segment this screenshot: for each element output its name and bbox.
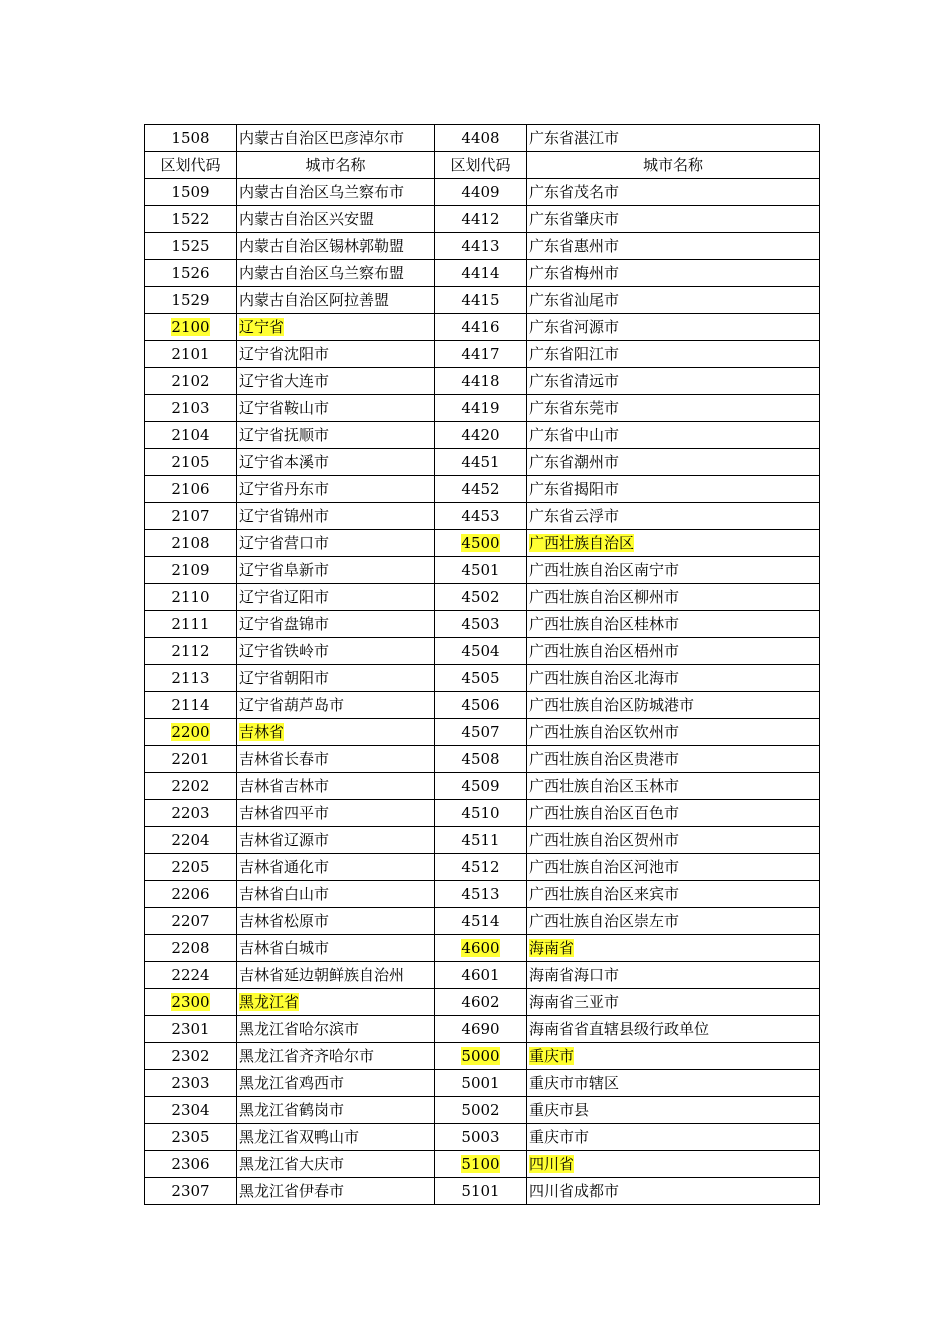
highlight-mark: 广西壮族自治区 <box>529 534 635 552</box>
table-row <box>145 530 820 557</box>
code-table <box>144 124 820 1205</box>
right-code-cell: 4420 <box>435 422 527 449</box>
table-row <box>145 233 820 260</box>
right-name-cell: 广东省河源市 <box>527 314 820 341</box>
left-name-cell <box>237 719 435 746</box>
table-row <box>145 719 820 746</box>
left-code-cell: 2106 <box>145 476 237 503</box>
left-code-cell: 2114 <box>145 692 237 719</box>
table-row <box>145 1043 820 1070</box>
right-code-cell: 4512 <box>435 854 527 881</box>
left-name-cell: 黑龙江省伊春市 <box>237 1178 435 1205</box>
right-code-cell: 4505 <box>435 665 527 692</box>
table-row <box>145 449 820 476</box>
left-code-cell: 2207 <box>145 908 237 935</box>
table-row <box>145 935 820 962</box>
table-row <box>145 1097 820 1124</box>
left-name-cell: 黑龙江省鸡西市 <box>237 1070 435 1097</box>
right-code-cell: 4408 <box>435 125 527 152</box>
right-code-cell: 4502 <box>435 584 527 611</box>
left-name-cell: 辽宁省辽阳市 <box>237 584 435 611</box>
left-code-cell: 2203 <box>145 800 237 827</box>
left-name-cell: 内蒙古自治区巴彦淖尔市 <box>237 125 435 152</box>
right-code-cell: 4504 <box>435 638 527 665</box>
table-row <box>145 773 820 800</box>
table-row <box>145 206 820 233</box>
right-name-cell: 广西壮族自治区钦州市 <box>527 719 820 746</box>
table-row <box>145 962 820 989</box>
right-code-cell: 5003 <box>435 1124 527 1151</box>
right-code-cell: 4453 <box>435 503 527 530</box>
right-code-cell <box>435 935 527 962</box>
right-code-cell: 4419 <box>435 395 527 422</box>
right-name-cell: 广东省梅州市 <box>527 260 820 287</box>
table-row <box>145 881 820 908</box>
left-name-cell: 辽宁省本溪市 <box>237 449 435 476</box>
table-row <box>145 287 820 314</box>
right-code-cell: 4508 <box>435 746 527 773</box>
right-name-cell: 四川省成都市 <box>527 1178 820 1205</box>
highlight-mark: 四川省 <box>529 1155 575 1173</box>
left-name-cell: 辽宁省沈阳市 <box>237 341 435 368</box>
left-name-cell: 内蒙古自治区锡林郭勒盟 <box>237 233 435 260</box>
left-code-cell <box>145 989 237 1016</box>
left-name-cell: 辽宁省丹东市 <box>237 476 435 503</box>
table-row <box>145 854 820 881</box>
right-name-cell: 广东省惠州市 <box>527 233 820 260</box>
left-code-cell: 1526 <box>145 260 237 287</box>
right-code-cell: 4414 <box>435 260 527 287</box>
column-header-left-code: 区划代码 <box>145 152 237 179</box>
left-name-cell: 吉林省通化市 <box>237 854 435 881</box>
right-name-cell <box>527 530 820 557</box>
table-row <box>145 800 820 827</box>
left-code-cell: 2306 <box>145 1151 237 1178</box>
right-code-cell <box>435 1151 527 1178</box>
left-name-cell: 内蒙古自治区乌兰察布盟 <box>237 260 435 287</box>
right-name-cell: 广东省潮州市 <box>527 449 820 476</box>
right-name-cell: 广东省揭阳市 <box>527 476 820 503</box>
left-name-cell: 辽宁省大连市 <box>237 368 435 395</box>
right-name-cell: 广西壮族自治区贵港市 <box>527 746 820 773</box>
left-name-cell: 黑龙江省哈尔滨市 <box>237 1016 435 1043</box>
right-code-cell: 4417 <box>435 341 527 368</box>
left-code-cell: 2201 <box>145 746 237 773</box>
right-name-cell: 广西壮族自治区来宾市 <box>527 881 820 908</box>
right-name-cell: 广西壮族自治区柳州市 <box>527 584 820 611</box>
left-name-cell: 辽宁省阜新市 <box>237 557 435 584</box>
right-name-cell: 广东省肇庆市 <box>527 206 820 233</box>
left-name-cell: 内蒙古自治区乌兰察布市 <box>237 179 435 206</box>
left-code-cell: 2110 <box>145 584 237 611</box>
left-name-cell: 内蒙古自治区阿拉善盟 <box>237 287 435 314</box>
highlight-mark: 辽宁省 <box>239 318 285 336</box>
table-row <box>145 908 820 935</box>
right-name-cell: 广西壮族自治区贺州市 <box>527 827 820 854</box>
right-code-cell: 4452 <box>435 476 527 503</box>
right-name-cell: 重庆市市 <box>527 1124 820 1151</box>
right-code-cell: 4509 <box>435 773 527 800</box>
right-code-cell: 4602 <box>435 989 527 1016</box>
right-code-cell: 4513 <box>435 881 527 908</box>
right-code-cell: 4511 <box>435 827 527 854</box>
table-row <box>145 665 820 692</box>
right-name-cell: 广东省东莞市 <box>527 395 820 422</box>
right-name-cell: 重庆市县 <box>527 1097 820 1124</box>
left-name-cell: 辽宁省盘锦市 <box>237 611 435 638</box>
left-code-cell: 2105 <box>145 449 237 476</box>
column-header-right-name: 城市名称 <box>527 152 820 179</box>
left-code-cell: 2109 <box>145 557 237 584</box>
left-name-cell: 黑龙江省双鸭山市 <box>237 1124 435 1151</box>
left-name-cell: 辽宁省铁岭市 <box>237 638 435 665</box>
left-name-cell: 辽宁省鞍山市 <box>237 395 435 422</box>
highlight-mark: 2300 <box>171 993 210 1011</box>
left-code-cell: 2113 <box>145 665 237 692</box>
table-row <box>145 503 820 530</box>
right-code-cell: 4451 <box>435 449 527 476</box>
left-name-cell: 辽宁省锦州市 <box>237 503 435 530</box>
highlight-mark: 吉林省 <box>239 723 285 741</box>
table-row <box>145 260 820 287</box>
right-code-cell: 4503 <box>435 611 527 638</box>
left-name-cell <box>237 989 435 1016</box>
right-name-cell: 广西壮族自治区崇左市 <box>527 908 820 935</box>
highlight-mark: 5000 <box>461 1047 500 1065</box>
left-code-cell: 2111 <box>145 611 237 638</box>
table-row <box>145 557 820 584</box>
right-name-cell <box>527 1151 820 1178</box>
left-name-cell: 吉林省四平市 <box>237 800 435 827</box>
left-name-cell: 吉林省延边朝鲜族自治州 <box>237 962 435 989</box>
right-name-cell: 广西壮族自治区河池市 <box>527 854 820 881</box>
right-code-cell: 4510 <box>435 800 527 827</box>
left-code-cell: 2112 <box>145 638 237 665</box>
left-name-cell: 吉林省长春市 <box>237 746 435 773</box>
left-name-cell: 辽宁省营口市 <box>237 530 435 557</box>
left-code-cell: 2305 <box>145 1124 237 1151</box>
table-row <box>145 368 820 395</box>
left-name-cell: 内蒙古自治区兴安盟 <box>237 206 435 233</box>
right-code-cell: 4601 <box>435 962 527 989</box>
left-code-cell: 2303 <box>145 1070 237 1097</box>
table-row <box>145 584 820 611</box>
left-code-cell: 2205 <box>145 854 237 881</box>
right-name-cell: 广东省茂名市 <box>527 179 820 206</box>
left-code-cell: 2206 <box>145 881 237 908</box>
left-code-cell: 2104 <box>145 422 237 449</box>
left-code-cell: 2301 <box>145 1016 237 1043</box>
left-name-cell: 辽宁省葫芦岛市 <box>237 692 435 719</box>
left-code-cell: 2208 <box>145 935 237 962</box>
right-name-cell: 广西壮族自治区玉林市 <box>527 773 820 800</box>
table-row <box>145 1016 820 1043</box>
right-code-cell: 4409 <box>435 179 527 206</box>
right-code-cell: 4690 <box>435 1016 527 1043</box>
left-code-cell <box>145 719 237 746</box>
left-code-cell: 2204 <box>145 827 237 854</box>
table-row <box>145 989 820 1016</box>
left-name-cell: 吉林省松原市 <box>237 908 435 935</box>
left-code-cell: 2107 <box>145 503 237 530</box>
right-name-cell <box>527 935 820 962</box>
right-code-cell: 5001 <box>435 1070 527 1097</box>
right-name-cell: 广东省云浮市 <box>527 503 820 530</box>
column-header-right-code: 区划代码 <box>435 152 527 179</box>
left-name-cell: 辽宁省抚顺市 <box>237 422 435 449</box>
right-name-cell: 广西壮族自治区梧州市 <box>527 638 820 665</box>
right-code-cell: 4416 <box>435 314 527 341</box>
right-name-cell: 广西壮族自治区南宁市 <box>527 557 820 584</box>
table-row <box>145 422 820 449</box>
left-name-cell: 辽宁省朝阳市 <box>237 665 435 692</box>
left-code-cell: 2108 <box>145 530 237 557</box>
left-code-cell: 1522 <box>145 206 237 233</box>
right-name-cell: 广东省中山市 <box>527 422 820 449</box>
table-row <box>145 827 820 854</box>
highlight-mark: 2100 <box>171 318 210 336</box>
left-code-cell: 2304 <box>145 1097 237 1124</box>
table-row <box>145 692 820 719</box>
table-row <box>145 1124 820 1151</box>
left-code-cell: 2101 <box>145 341 237 368</box>
right-name-cell: 广东省阳江市 <box>527 341 820 368</box>
table-row <box>145 1178 820 1205</box>
left-name-cell: 吉林省白城市 <box>237 935 435 962</box>
right-name-cell: 广西壮族自治区百色市 <box>527 800 820 827</box>
table-row <box>145 1151 820 1178</box>
table-row <box>145 395 820 422</box>
right-code-cell: 4412 <box>435 206 527 233</box>
right-code-cell: 4415 <box>435 287 527 314</box>
left-name-cell: 吉林省辽源市 <box>237 827 435 854</box>
right-code-cell <box>435 530 527 557</box>
right-code-cell: 5101 <box>435 1178 527 1205</box>
right-code-cell: 4507 <box>435 719 527 746</box>
right-code-cell: 4514 <box>435 908 527 935</box>
right-name-cell: 广东省清远市 <box>527 368 820 395</box>
left-code-cell: 1509 <box>145 179 237 206</box>
right-name-cell: 海南省省直辖县级行政单位 <box>527 1016 820 1043</box>
highlight-mark: 5100 <box>461 1155 500 1173</box>
left-name-cell: 黑龙江省鹤岗市 <box>237 1097 435 1124</box>
right-name-cell: 海南省海口市 <box>527 962 820 989</box>
right-name-cell: 广东省汕尾市 <box>527 287 820 314</box>
highlight-mark: 重庆市 <box>529 1047 575 1065</box>
region-code-table <box>144 124 819 1205</box>
table-row <box>145 125 820 152</box>
column-header-left-name: 城市名称 <box>237 152 435 179</box>
left-code-cell: 2103 <box>145 395 237 422</box>
table-row <box>145 341 820 368</box>
right-code-cell: 4501 <box>435 557 527 584</box>
left-name-cell: 黑龙江省齐齐哈尔市 <box>237 1043 435 1070</box>
left-code-cell: 2224 <box>145 962 237 989</box>
right-name-cell: 海南省三亚市 <box>527 989 820 1016</box>
left-code-cell: 1508 <box>145 125 237 152</box>
left-code-cell <box>145 314 237 341</box>
left-code-cell: 2307 <box>145 1178 237 1205</box>
table-row <box>145 179 820 206</box>
table-row <box>145 314 820 341</box>
table-row <box>145 746 820 773</box>
table-row <box>145 476 820 503</box>
right-name-cell: 广西壮族自治区北海市 <box>527 665 820 692</box>
right-code-cell: 4506 <box>435 692 527 719</box>
left-code-cell: 2102 <box>145 368 237 395</box>
left-name-cell: 黑龙江省大庆市 <box>237 1151 435 1178</box>
highlight-mark: 黑龙江省 <box>239 993 300 1011</box>
table-row <box>145 611 820 638</box>
left-name-cell: 吉林省白山市 <box>237 881 435 908</box>
right-name-cell <box>527 1043 820 1070</box>
left-code-cell: 2302 <box>145 1043 237 1070</box>
right-name-cell: 广西壮族自治区防城港市 <box>527 692 820 719</box>
left-name-cell: 吉林省吉林市 <box>237 773 435 800</box>
left-code-cell: 1529 <box>145 287 237 314</box>
right-code-cell: 5002 <box>435 1097 527 1124</box>
header-row <box>145 152 820 179</box>
highlight-mark: 2200 <box>171 723 210 741</box>
right-name-cell: 广东省湛江市 <box>527 125 820 152</box>
highlight-mark: 4600 <box>461 939 500 957</box>
right-name-cell: 广西壮族自治区桂林市 <box>527 611 820 638</box>
highlight-mark: 海南省 <box>529 939 575 957</box>
table-row <box>145 1070 820 1097</box>
right-name-cell: 重庆市市辖区 <box>527 1070 820 1097</box>
highlight-mark: 4500 <box>461 534 500 552</box>
right-code-cell: 4418 <box>435 368 527 395</box>
left-code-cell: 2202 <box>145 773 237 800</box>
left-code-cell: 1525 <box>145 233 237 260</box>
table-row <box>145 638 820 665</box>
left-name-cell <box>237 314 435 341</box>
right-code-cell <box>435 1043 527 1070</box>
right-code-cell: 4413 <box>435 233 527 260</box>
